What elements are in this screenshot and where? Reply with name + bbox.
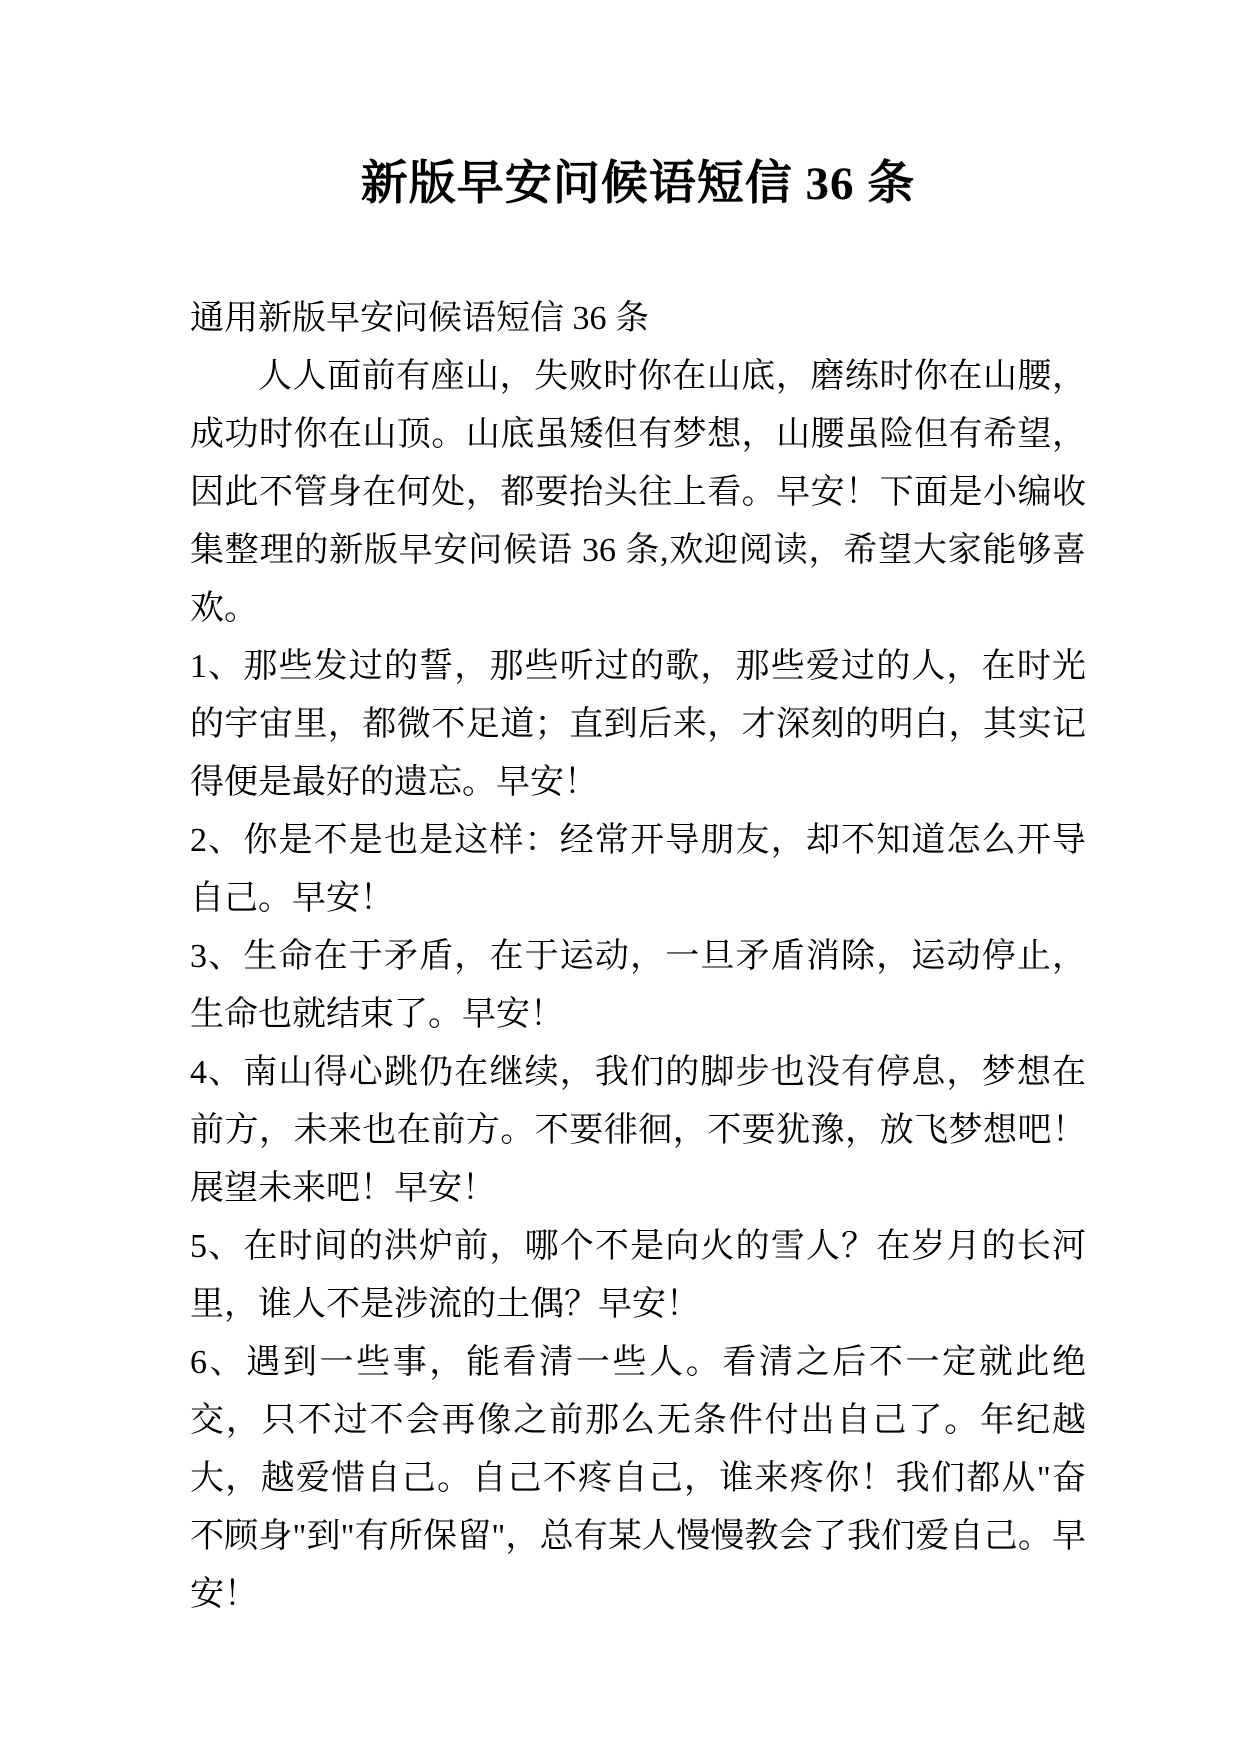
greeting-item-2: 2、你是不是也是这样：经常开导朋友，却不知道怎么开导自己。早安！ xyxy=(190,822,1086,917)
greeting-item-6: 6、遇到一些事，能看清一些人。看清之后不一定就此绝交，只不过不会再像之前那么无条件付出自己了。年纪越大，越爱惜自己。自己不疼自己，谁来疼你！我们都从"奋不顾身"到"有所保留"，总有某人慢慢教会了我们爱自己。早安！ xyxy=(190,1344,1086,1613)
intro-paragraph: 人人面前有座山，失败时你在山底，磨练时你在山腰，成功时你在山顶。山底虽矮但有梦想，山腰虽险但有希望，因此不管身在何处，都要抬头往上看。早安！下面是小编收集整理的新版早安问候语 36 条,欢迎阅读，希望大家能够喜欢。 xyxy=(190,358,1086,627)
document-body xyxy=(190,290,1086,1624)
greeting-item-1: 1、那些发过的誓，那些听过的歌，那些爱过的人，在时光的宇宙里，都微不足道；直到后来，才深刻的明白，其实记得便是最好的遗忘。早安！ xyxy=(190,648,1086,801)
document-title: 新版早安问候语短信 36 条 xyxy=(360,158,916,210)
greeting-item-4: 4、南山得心跳仍在继续，我们的脚步也没有停息，梦想在前方，未来也在前方。不要徘徊，不要犹豫，放飞梦想吧！展望未来吧！早安！ xyxy=(190,1054,1086,1207)
greeting-item-3: 3、生命在于矛盾，在于运动，一旦矛盾消除，运动停止，生命也就结束了。早安！ xyxy=(190,938,1086,1033)
document-subtitle: 通用新版早安问候语短信 36 条 xyxy=(190,300,649,337)
greeting-item-5: 5、在时间的洪炉前，哪个不是向火的雪人？在岁月的长河里，谁人不是涉流的土偶？早安！ xyxy=(190,1228,1086,1323)
